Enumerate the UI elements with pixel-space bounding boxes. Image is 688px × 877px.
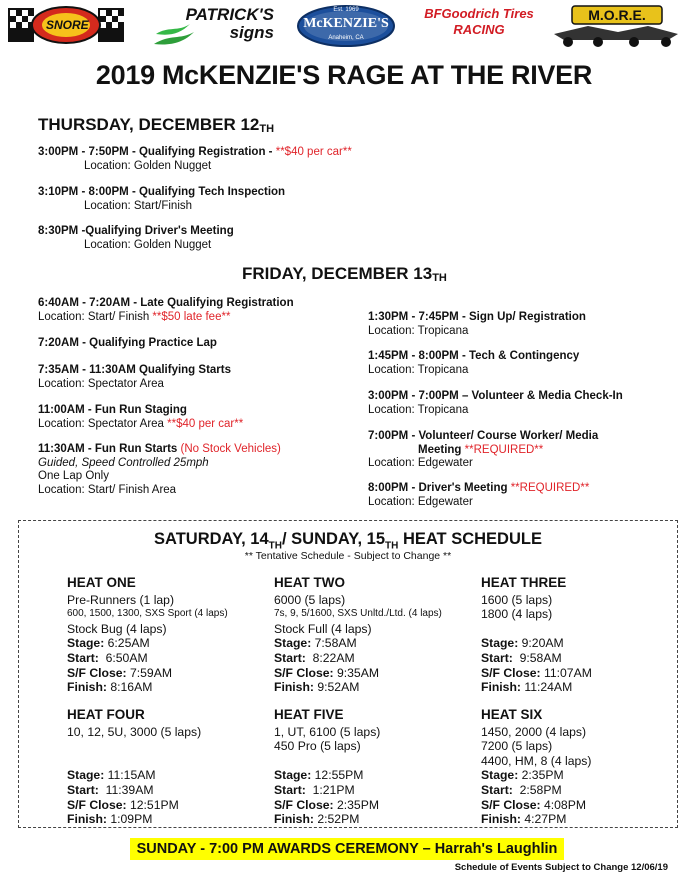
page-title: 2019 McKENZIE'S RAGE AT THE RIVER — [95, 60, 593, 90]
friday-event: 1:30PM - 7:45PM - Sign Up/ Registration Location: Tropicana — [368, 311, 586, 337]
friday-event: 8:00PM - Driver's Meeting **REQUIRED** Location: Edgewater — [368, 482, 590, 508]
friday-event: 3:00PM - 7:00PM – Volunteer & Media Check-In Location: Tropicana — [368, 390, 623, 416]
weekend-heading: SATURDAY, $14_{TH}/$ SUNDAY, $15_{TH}$ HEAT SCHEDULE — [154, 530, 542, 552]
bfgoodrich-text: BFGoodrich Tires RACING — [424, 6, 534, 37]
mckenzies-city-text: Anaheim, CA — [328, 35, 364, 41]
heat-block: HEAT TWO 6000 (5 laps) 7s, 9, 5/1600, SXS Unltd./Ltd. (4 laps) Stock Full (4 laps) Stage: 7:58AM Start: 8:22AM S/F Close: 9:35AM Finish: 9:52AM — [274, 575, 442, 695]
awards-banner — [130, 838, 564, 860]
thursday-event: 3:10PM - 8:00PM - Qualifying Tech Inspection Location: Start/Finish — [38, 186, 286, 212]
friday-event: 6:40AM - 7:20AM - Late Qualifying Registration Location: Start/ Finish **$50 late fee** — [38, 297, 294, 323]
friday-heading: FRIDAY, DECEMBER $13_{TH}$ — [242, 264, 447, 284]
patricks-signs-logo — [150, 4, 274, 46]
schedule-footnote: Schedule of Events Subject to Change 12/06/19 — [454, 862, 668, 873]
bfgoodrich-logo — [418, 4, 540, 46]
heat-block: HEAT SIX 1450, 2000 (4 laps) 7200 (5 laps) 4400, HM, 8 (4 laps) Stage: 2:35PM Start: 2:58PM S/F Close: 4:08PM Finish: 4:27PM — [481, 707, 592, 827]
thursday-event: 3:00PM - 7:50PM - Qualifying Registration - **$40 per car** Location: Golden Nugget — [38, 146, 352, 172]
heat-block: HEAT ONE Pre-Runners (1 lap) 600, 1500, 1300, SXS Sport (4 laps) Stock Bug (4 laps) Stage: 6:25AM Start: 6:50AM S/F Close: 7:59AM Finish: 8:16AM — [67, 575, 228, 695]
friday-event: 11:00AM - Fun Run Staging Location: Spectator Area **$40 per car** — [38, 404, 244, 430]
thursday-heading: THURSDAY, DECEMBER $12_{TH}$ — [38, 115, 275, 135]
mckenzies-logo — [296, 4, 396, 46]
friday-event: 7:00PM - Volunteer/ Course Worker/ Media Meeting **REQUIRED** Location: Edgewater — [368, 430, 599, 469]
patricks-signs-text: PATRICK'S signs — [185, 5, 274, 42]
thursday-event: 8:30PM -Qualifying Driver's Meeting Location: Golden Nugget — [38, 225, 234, 251]
awards-banner-text: SUNDAY - 7:00 PM AWARDS CEREMONY – Harrah's Laughlin — [136, 841, 558, 857]
friday-event: 1:45PM - 8:00PM - Tech & Contingency Location: Tropicana — [368, 350, 580, 376]
friday-event: 11:30AM - Fun Run Starts (No Stock Vehicles) Guided, Speed Controlled 25mph One Lap Only Location: Start/ Finish Area — [38, 443, 281, 496]
friday-event: 7:35AM - 11:30AM Qualifying Starts Location: Spectator Area — [38, 364, 231, 390]
heat-block: HEAT FOUR 10, 12, 5U, 3000 (5 laps) Stage: 11:15AM Start: 11:39AM S/F Close: 12:51PM Finish: 1:09PM — [67, 707, 202, 827]
snore-logo — [6, 4, 126, 46]
mckenzies-est-text: Est. 1969 — [333, 7, 359, 13]
more-text: M.O.R.E. — [588, 7, 646, 23]
snore-logo-text: SNORE — [46, 18, 89, 32]
tentative-note: ** Tentative Schedule - Subject to Change ** — [244, 550, 452, 562]
mckenzies-logo-text: McKENZIE'S — [303, 16, 389, 31]
more-logo — [548, 4, 684, 46]
friday-event: 7:20AM - Qualifying Practice Lap — [38, 337, 217, 349]
heat-block: HEAT FIVE 1, UT, 6100 (5 laps) 450 Pro (5 laps) Stage: 12:55PM Start: 1:21PM S/F Close: 2:35PM Finish: 2:52PM — [274, 707, 381, 827]
heat-block: HEAT THREE 1600 (5 laps) 1800 (4 laps) Stage: 9:20AM Start: 9:58AM S/F Close: 11:07AM Finish: 11:24AM — [481, 575, 592, 695]
